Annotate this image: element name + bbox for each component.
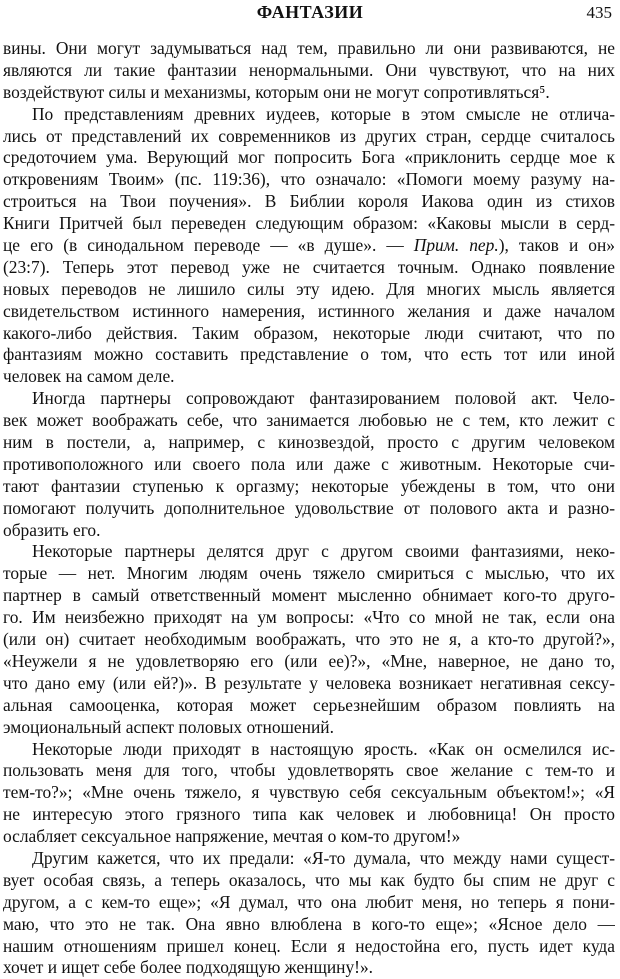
text-line-content: откровениям Твоим» (пс. 119:36), что означало: «Помоги моему разуму на- <box>3 169 615 190</box>
text-line <box>3 60 615 82</box>
editor-note: Прим. пер. <box>413 235 499 256</box>
text-line-content: партнер в самый ответственный момент мысленно обнимает кого-то друго- <box>3 585 615 606</box>
text-line <box>3 782 615 804</box>
text-line-content: свидетельством истинного намерения, истинного желания и даже началом <box>3 300 615 321</box>
page-number: 435 <box>586 3 612 22</box>
text-line-content: другом, а с кем-то еще»; «Я думал, что она любит меня, но теперь я пони- <box>3 891 615 912</box>
text-line-content: помогают получить дополнительное удовольствие от полового акта и разно- <box>3 497 615 518</box>
text-line <box>3 126 615 148</box>
text-line <box>3 38 615 60</box>
text-line <box>3 82 615 104</box>
text-line-content: Другим кажется, что их предали: «Я-то думала, что между нами сущест- <box>32 847 615 868</box>
text-line <box>3 323 615 345</box>
text-line <box>3 301 615 323</box>
text-line-content: какого-либо действия. Таким образом, некоторые люди считают, что по <box>3 322 615 343</box>
text-line-content: тем-то?»; «Мне очень тяжело, я чувствую себя сексуальным объектом!»; «Я <box>3 782 615 803</box>
text-line-content: лись от представлений их современников из других стран, сердце считалось <box>3 125 615 146</box>
text-line <box>3 936 615 958</box>
text-line-content: Книги Притчей был переведен следующим образом: «Каковы мысли в серд- <box>3 213 615 234</box>
text-line <box>3 366 615 388</box>
text-line-content: вует особая связь, а теперь оказалось, что мы как будто бы спим не друг с <box>3 869 615 890</box>
text-line-content: образить его. <box>3 519 101 540</box>
text-line-content: ослабляет сексуальное напряжение, мечтая о ком-то другом!» <box>3 826 461 847</box>
text-line <box>3 388 615 410</box>
text-line <box>3 104 615 126</box>
text-line-content: пользовать меня для того, чтобы удовлетворять свое желание с тем-то и <box>3 760 615 781</box>
text-line-content: Некоторые партнеры делятся друг с другом своими фантазиями, неко- <box>32 541 615 562</box>
text-line-content: эмоциональный аспект половых отношений. <box>3 716 334 737</box>
text-line-content: человек на самом деле. <box>3 366 175 387</box>
text-line-content: маю, что это не так. Она явно влюблена в кого-то еще»; «Ясное дело — <box>3 913 615 934</box>
text-line <box>3 870 615 892</box>
text-line-content: го. Им неизбежно приходят на ум вопросы: «Что со мной не так, если она <box>3 607 615 628</box>
text-line <box>3 454 615 476</box>
text-line-content: век может воображать себе, что занимается любовью не с тем, кто лежит с <box>3 410 615 431</box>
text-line-tail: ), таков и он» <box>498 235 615 256</box>
text-line <box>3 169 615 191</box>
text-line <box>3 147 615 169</box>
running-title: ФАНТАЗИИ <box>256 2 364 22</box>
text-line-content: фантазиям можно составить представление о том, что есть тот или иной <box>3 344 615 365</box>
text-line-content: являются ли такие фантазии ненормальными. Они чувствуют, что на них <box>3 59 615 80</box>
text-line <box>3 257 615 279</box>
text-line <box>3 892 615 914</box>
text-line-content: вины. Они могут задумываться над тем, правильно ли они развиваются, не <box>3 38 615 58</box>
text-line <box>3 410 615 432</box>
body-text <box>3 38 615 979</box>
text-line <box>3 476 615 498</box>
text-line <box>3 826 615 848</box>
text-line-content: це его (в синодальном переводе — «в душе». — <box>3 235 414 256</box>
text-line-content: тают фантазии ступенью к оргазму; некоторые убеждены в том, что они <box>3 475 615 496</box>
page-header <box>0 2 620 26</box>
text-line-content: По представлениям древних иудеев, которые в этом смысле не отлича- <box>32 103 615 124</box>
text-line <box>3 804 615 826</box>
text-line-content: воздействуют силы и механизмы, которым они не могут сопротивляться⁵. <box>3 81 550 102</box>
text-line <box>3 739 615 761</box>
text-line-content: Иногда партнеры сопровождают фантазированием половой акт. Чело- <box>32 388 615 409</box>
text-line-content: ним в постели, а, например, с кинозвездой, просто с другим человеком <box>3 432 615 453</box>
text-line-content: средоточием ума. Верующий мог попросить Бога «приклонить сердце мое к <box>3 147 615 168</box>
text-line <box>3 563 615 585</box>
text-line-content: альная самооценка, которая может серьезнейшим образом повлиять на <box>3 694 615 715</box>
text-line <box>3 432 615 454</box>
text-line-content: новых переводов не лишило силы эту идею. Для многих мысль является <box>3 278 615 299</box>
text-line-content: торые — нет. Многим людям очень тяжело смириться с мыслью, что их <box>3 563 615 584</box>
text-line <box>3 279 615 301</box>
text-line <box>3 673 615 695</box>
text-line <box>3 607 615 629</box>
text-line <box>3 191 615 213</box>
text-line <box>3 344 615 366</box>
text-line-content: строиться на Твои поучения». В Библии короля Иакова один из стихов <box>3 191 615 212</box>
text-line-content: Некоторые люди приходят в настоящую ярость. «Как он осмелился ис- <box>32 738 615 759</box>
text-line <box>3 541 615 563</box>
text-line <box>3 695 615 717</box>
text-line <box>3 957 615 979</box>
text-line-content: (23:7). Теперь этот перевод уже не считается точным. Однако появление <box>3 256 615 277</box>
text-line <box>3 848 615 870</box>
text-line <box>3 498 615 520</box>
text-line-content: нашим отношениям пришел конец. Если я недостойна его, пусть идет куда <box>3 935 615 956</box>
text-line <box>3 651 615 673</box>
text-line <box>3 235 615 257</box>
text-line-content: хочет и ищет себе более подходящую женщину!». <box>3 957 374 978</box>
text-line-content: не интересую этого грязного типа как человек и любовница! Он просто <box>3 804 615 825</box>
text-line <box>3 585 615 607</box>
text-line <box>3 629 615 651</box>
text-line <box>3 520 615 542</box>
text-line <box>3 213 615 235</box>
text-line <box>3 760 615 782</box>
text-line-content: что дано ему (или ей?)». В результате у человека возникает негативная сексу- <box>3 672 615 693</box>
text-line <box>3 914 615 936</box>
text-line-content: (или он) считает необходимым воображать, что это не я, а кто-то другой?», <box>3 629 615 650</box>
text-line-content: противоположного или своего пола или даже с животным. Некоторые счи- <box>3 453 615 474</box>
text-line <box>3 717 615 739</box>
text-line-content: «Неужели я не удовлетворяю его (или ее)?», «Мне, наверное, не дано то, <box>3 650 615 671</box>
